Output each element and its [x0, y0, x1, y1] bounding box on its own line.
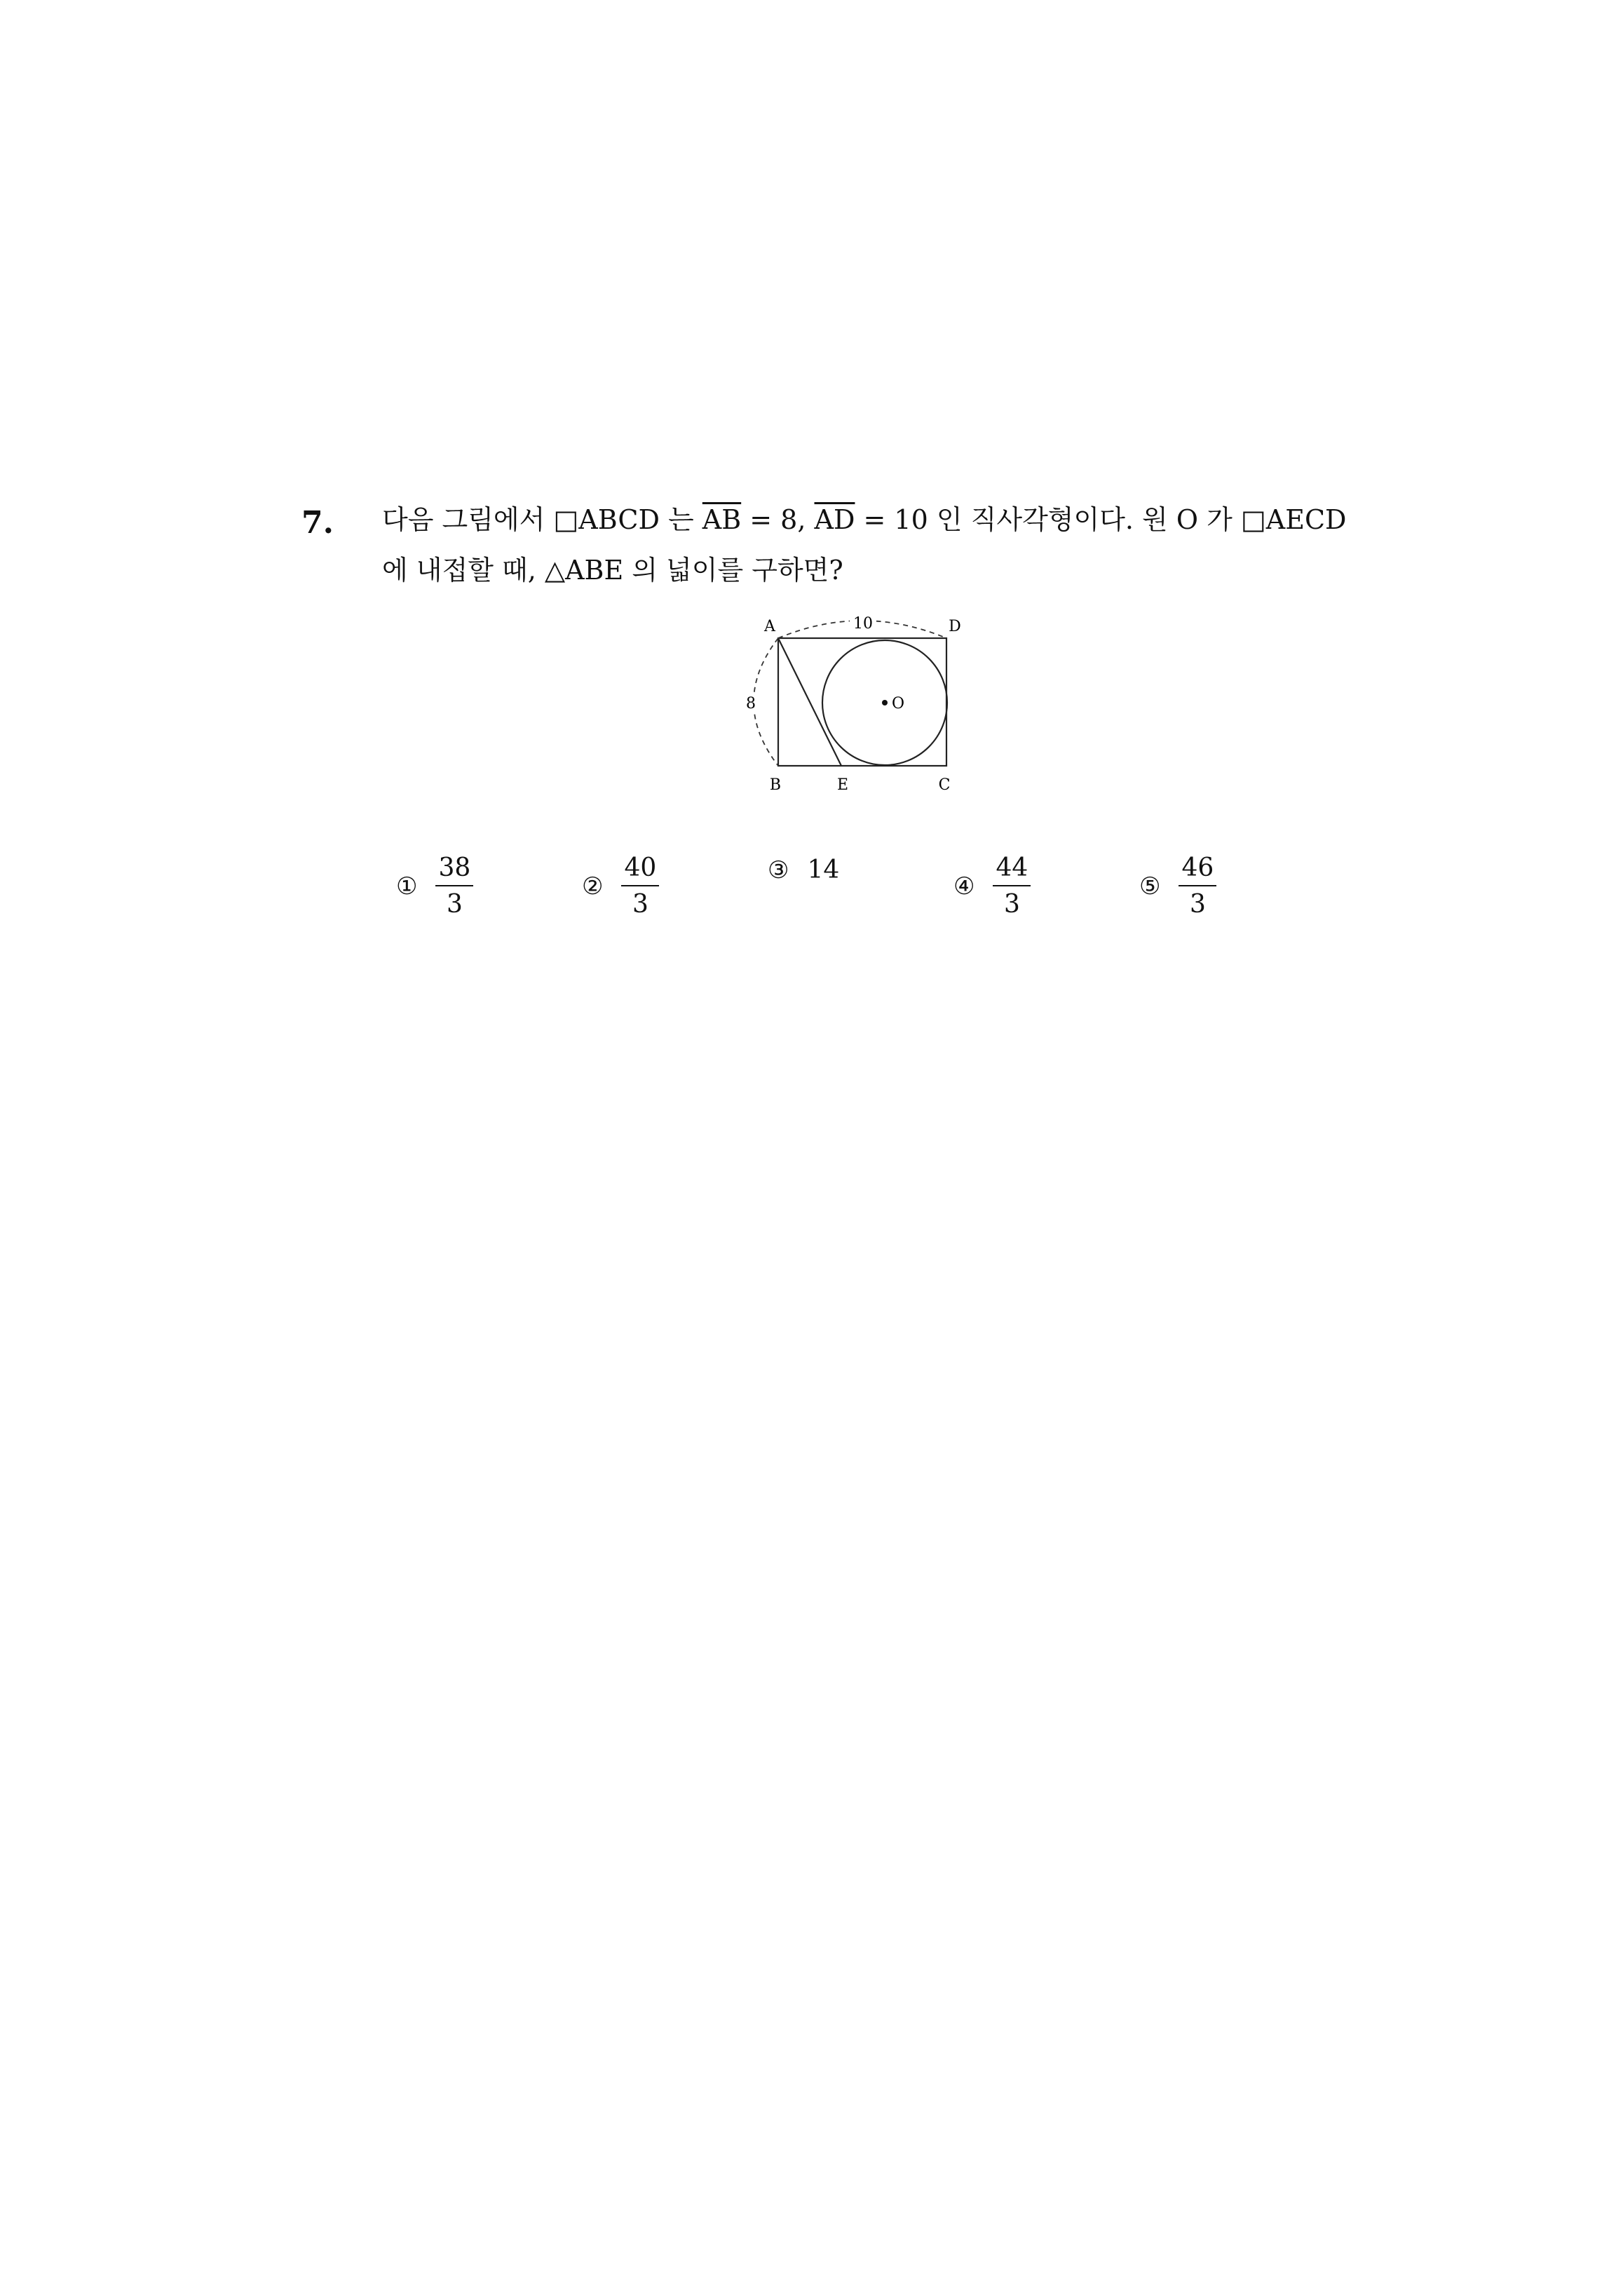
- choice-1-fraction: [435, 853, 473, 919]
- center-point-o: [882, 700, 888, 705]
- question-text-part-2: = 8,: [741, 504, 815, 535]
- choice-4[interactable]: [953, 853, 1031, 919]
- segment-ad: $\overline{AD}$: [814, 504, 855, 535]
- choice-2-numerator: 40: [621, 856, 659, 886]
- choice-1[interactable]: [396, 853, 473, 919]
- choice-5-denominator: 3: [1189, 890, 1206, 919]
- rectangle-abcd: [778, 638, 946, 766]
- choice-3[interactable]: [768, 856, 839, 884]
- choice-1-denominator: 3: [446, 890, 463, 919]
- question-text-line-2: 에 내접할 때, △ABE 의 넓이를 구하면?: [382, 555, 843, 586]
- choice-2-denominator: 3: [632, 890, 648, 919]
- choice-2-fraction: [621, 853, 659, 919]
- label-a: A: [764, 618, 775, 635]
- question-number: 7.: [301, 505, 334, 541]
- label-d: D: [949, 618, 961, 635]
- question-text-part-1: 다음 그림에서 □ABCD 는: [382, 504, 702, 535]
- label-c: C: [938, 776, 951, 794]
- label-left-length: 8: [746, 695, 756, 713]
- segment-ab: $\overline{AB}$: [702, 504, 742, 535]
- label-e: E: [836, 776, 849, 794]
- choice-4-denominator: 3: [1003, 890, 1020, 919]
- choice-5-fraction: [1179, 853, 1216, 919]
- label-b: B: [769, 776, 782, 794]
- question-text-part-3: = 10 인 직사각형이다. 원 O 가 □AECD: [855, 504, 1347, 535]
- choice-2[interactable]: [582, 853, 659, 919]
- choice-5-mark: ⑤: [1139, 872, 1161, 900]
- choice-4-numerator: 44: [993, 856, 1031, 886]
- choice-2-mark: ②: [582, 872, 604, 900]
- choice-3-mark: ③: [768, 856, 789, 884]
- choice-4-mark: ④: [953, 872, 975, 900]
- choice-5-numerator: 46: [1179, 856, 1216, 886]
- label-top-length: 10: [853, 615, 873, 633]
- choice-3-value: 14: [807, 856, 840, 884]
- choice-5[interactable]: [1139, 853, 1216, 919]
- segment-ae: [778, 638, 841, 766]
- answer-choices: [382, 853, 1293, 940]
- choice-1-numerator: 38: [435, 856, 473, 886]
- choice-4-fraction: [993, 853, 1031, 919]
- label-o: O: [892, 695, 905, 713]
- choice-1-mark: ①: [396, 872, 418, 900]
- question-text-line-1: [382, 506, 1347, 533]
- geometry-figure: [729, 610, 967, 806]
